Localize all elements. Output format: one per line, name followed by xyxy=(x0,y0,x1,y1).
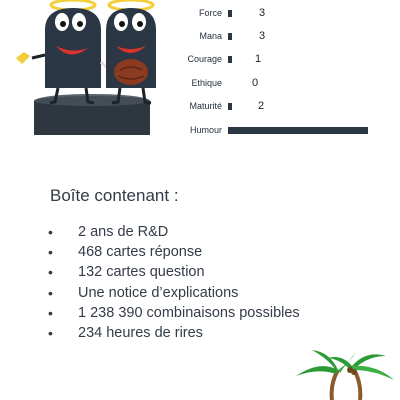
box-contents-list xyxy=(48,222,300,343)
list-item xyxy=(48,303,300,323)
stat-label: Humour xyxy=(189,125,222,135)
stat-label: Ethique xyxy=(191,78,222,88)
stat-label: Force xyxy=(198,8,222,18)
stat-row-ethique xyxy=(188,75,400,95)
list-item-text: Une notice d’explications xyxy=(78,284,239,301)
bullet: • xyxy=(48,304,53,321)
stat-value: 0 xyxy=(252,77,259,89)
bullet: • xyxy=(48,264,53,281)
list-item xyxy=(48,222,300,242)
stat-row-maturite xyxy=(188,98,400,118)
left-angel-mascot xyxy=(16,0,112,103)
stat-bar xyxy=(228,56,232,63)
pedestal xyxy=(34,94,150,135)
list-item xyxy=(48,242,300,262)
stat-value: 2 xyxy=(258,100,265,112)
stat-label: Mana xyxy=(199,31,222,41)
bullet: • xyxy=(48,324,53,341)
stat-value: 3 xyxy=(259,7,266,19)
list-item xyxy=(48,262,300,282)
bullet: • xyxy=(48,284,53,301)
stat-value: 3 xyxy=(259,30,266,42)
stat-row-force xyxy=(188,5,400,25)
angel-mascots-illustration xyxy=(0,0,200,140)
stat-row-mana xyxy=(188,28,400,48)
stat-bar xyxy=(228,103,232,110)
stats-panel xyxy=(188,0,400,140)
stat-value: 1 xyxy=(255,53,262,65)
stat-row-humour xyxy=(188,122,400,142)
stat-label: Courage xyxy=(187,54,222,64)
box-contents-title: Boîte contenant : xyxy=(50,186,179,205)
stat-row-courage xyxy=(188,51,400,71)
palm-tree-icon xyxy=(290,346,400,400)
stat-bar xyxy=(228,127,368,134)
bullet: • xyxy=(48,244,53,261)
list-item-text: 1 238 390 combinaisons possibles xyxy=(78,304,300,321)
list-item-text: 234 heures de rires xyxy=(78,324,203,341)
stat-label: Maturité xyxy=(189,101,222,111)
list-item xyxy=(48,323,300,343)
stat-bar xyxy=(228,33,232,40)
list-item-text: 132 cartes question xyxy=(78,264,205,281)
list-item-text: 2 ans de R&D xyxy=(78,224,169,240)
bullet: • xyxy=(48,224,53,240)
list-item-text: 468 cartes réponse xyxy=(78,244,203,261)
right-angel-mascot xyxy=(106,0,156,103)
stat-bar xyxy=(228,10,232,17)
list-item xyxy=(48,283,300,303)
